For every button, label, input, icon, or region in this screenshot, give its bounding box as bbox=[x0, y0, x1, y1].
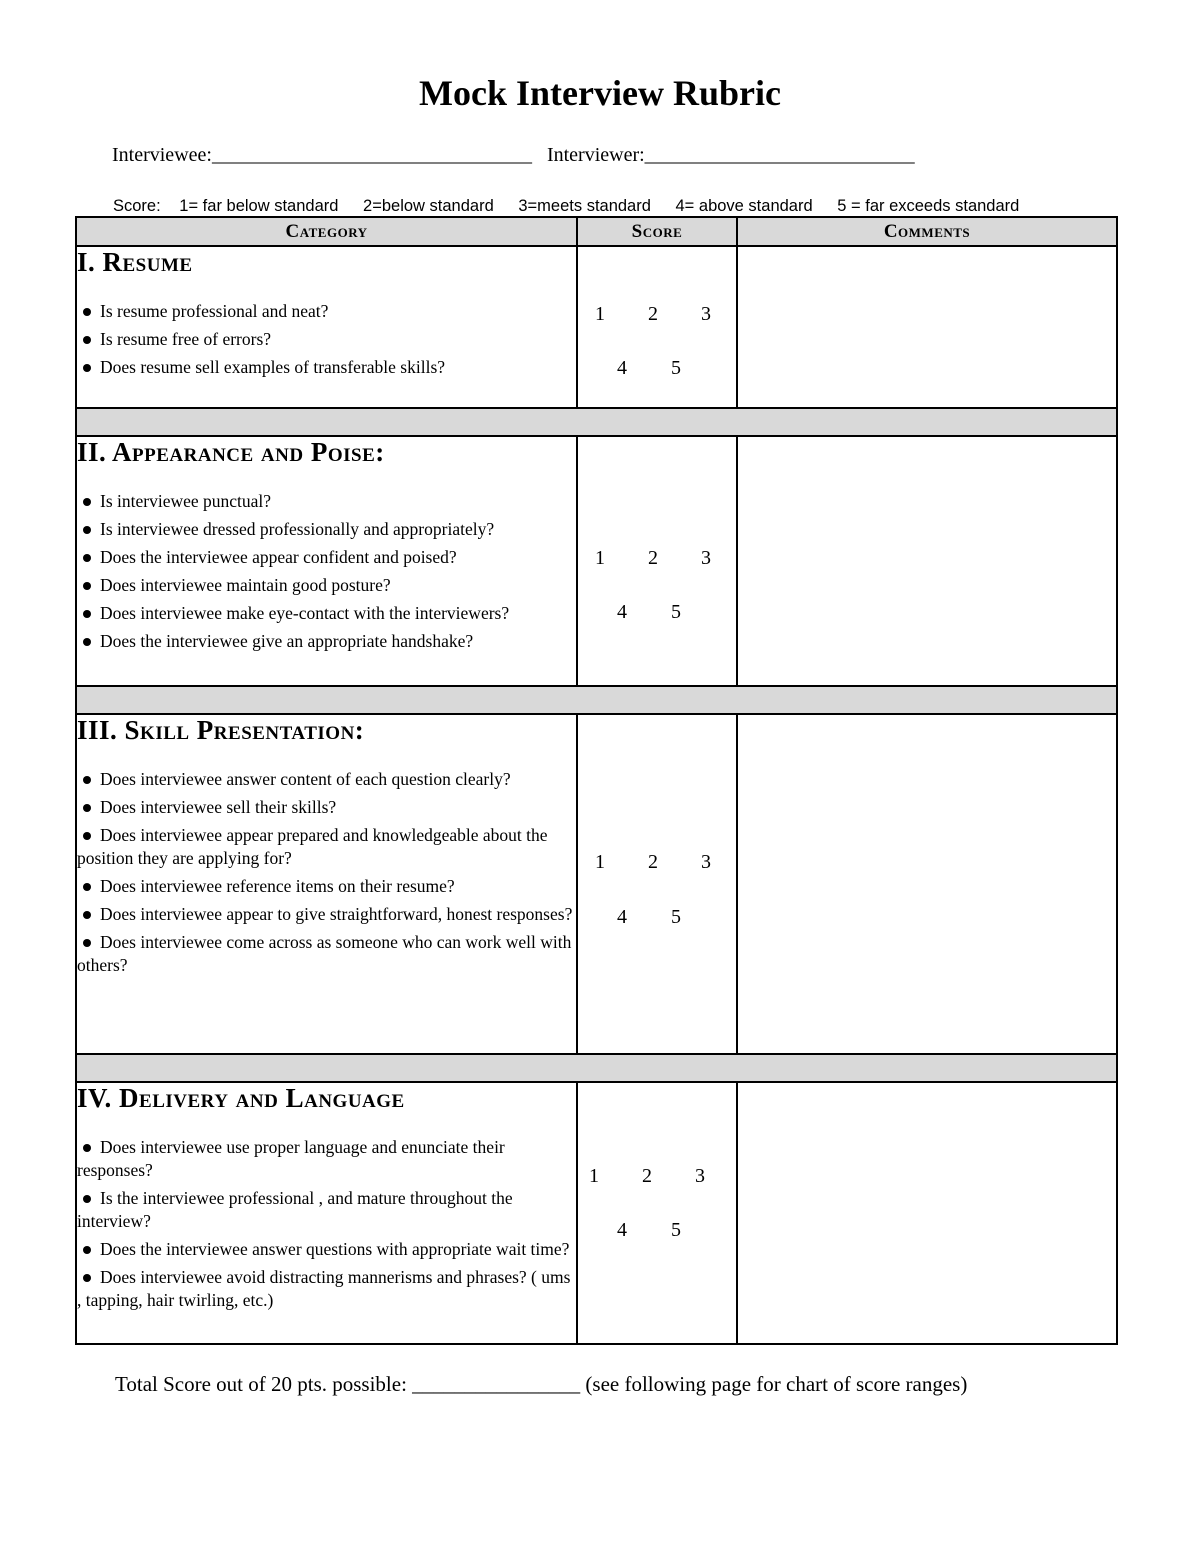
list-item: Does interviewee maintain good posture? bbox=[77, 574, 576, 597]
score-key-lead: Score: bbox=[113, 197, 161, 215]
list-item: Does resume sell examples of transferable skills? bbox=[77, 356, 576, 379]
list-item: Is resume free of errors? bbox=[77, 328, 576, 351]
score-option[interactable]: 4 bbox=[617, 357, 627, 379]
score-option[interactable]: 4 bbox=[617, 1219, 627, 1241]
section-title: III. Skill Presentation: bbox=[77, 715, 365, 745]
section-row-skill-presentation bbox=[76, 714, 1117, 1054]
category-cell bbox=[76, 1082, 577, 1344]
bullet-icon bbox=[83, 1144, 91, 1152]
section-divider bbox=[76, 1054, 1117, 1082]
interviewer-field[interactable]: Interviewer:___________________________ bbox=[546, 144, 915, 166]
score-options-row2[interactable] bbox=[617, 906, 725, 929]
score-key bbox=[113, 197, 1019, 216]
score-option[interactable]: 3 bbox=[701, 851, 711, 873]
criteria-list bbox=[77, 300, 576, 379]
score-option[interactable]: 5 bbox=[671, 601, 681, 623]
table-header-row bbox=[76, 217, 1117, 246]
list-item: Is interviewee dressed professionally and appropriately? bbox=[77, 518, 576, 541]
category-header: Category bbox=[76, 217, 577, 246]
score-option[interactable]: 3 bbox=[701, 303, 711, 325]
criteria-list bbox=[77, 768, 576, 977]
criteria-list bbox=[77, 1136, 576, 1312]
score-option[interactable]: 4 bbox=[617, 601, 627, 623]
score-option[interactable]: 2 bbox=[648, 851, 658, 873]
score-option[interactable]: 1 bbox=[589, 1165, 599, 1187]
score-option[interactable]: 2 bbox=[642, 1165, 652, 1187]
bullet-icon bbox=[83, 1246, 91, 1254]
bullet-icon bbox=[83, 1195, 91, 1203]
score-option[interactable]: 1 bbox=[595, 547, 605, 569]
score-key-item: 1= far below standard bbox=[179, 197, 339, 215]
score-option[interactable]: 5 bbox=[671, 1219, 681, 1241]
comments-cell[interactable] bbox=[737, 1082, 1117, 1344]
section-divider bbox=[76, 408, 1117, 436]
list-item: Does interviewee reference items on their resume? bbox=[77, 875, 576, 898]
list-item: Does the interviewee appear confident and poised? bbox=[77, 546, 576, 569]
bullet-icon bbox=[83, 526, 91, 534]
list-item: Is interviewee punctual? bbox=[77, 490, 576, 513]
score-cell[interactable] bbox=[577, 714, 737, 1054]
list-item: Is the interviewee professional , and mature throughout the interview? bbox=[77, 1188, 513, 1231]
bullet-icon bbox=[83, 336, 91, 344]
category-cell bbox=[76, 436, 577, 686]
section-row-appearance bbox=[76, 436, 1117, 686]
section-divider bbox=[76, 686, 1117, 714]
comments-cell[interactable] bbox=[737, 246, 1117, 408]
bullet-icon bbox=[83, 638, 91, 646]
bullet-icon bbox=[83, 776, 91, 784]
score-key-item: 3=meets standard bbox=[518, 197, 651, 215]
criteria-list bbox=[77, 490, 576, 653]
list-item: Does interviewee sell their skills? bbox=[77, 796, 576, 819]
bullet-icon bbox=[83, 610, 91, 618]
score-cell[interactable] bbox=[577, 246, 737, 408]
score-options-row1[interactable] bbox=[589, 1165, 748, 1188]
list-item: Does interviewee appear prepared and knowledgeable about the position they are applying for? bbox=[77, 825, 548, 868]
score-option[interactable]: 2 bbox=[648, 547, 658, 569]
score-option[interactable]: 3 bbox=[701, 547, 711, 569]
bullet-icon bbox=[83, 1274, 91, 1282]
comments-header: Comments bbox=[737, 217, 1117, 246]
bullet-icon bbox=[83, 308, 91, 316]
comments-cell[interactable] bbox=[737, 714, 1117, 1054]
score-key-item: 5 = far exceeds standard bbox=[837, 197, 1020, 215]
total-score-line[interactable]: Total Score out of 20 pts. possible: ________________ (see following page for chart of score ranges) bbox=[115, 1372, 968, 1396]
score-option[interactable]: 2 bbox=[648, 303, 658, 325]
score-options-row1[interactable] bbox=[595, 303, 754, 326]
score-option[interactable]: 5 bbox=[671, 357, 681, 379]
bullet-icon bbox=[83, 364, 91, 372]
bullet-icon bbox=[83, 582, 91, 590]
section-title: IV. Delivery and Language bbox=[77, 1083, 405, 1113]
score-key-item: 4= above standard bbox=[675, 197, 813, 215]
section-row-resume bbox=[76, 246, 1117, 408]
bullet-icon bbox=[83, 804, 91, 812]
bullet-icon bbox=[83, 498, 91, 506]
bullet-icon bbox=[83, 554, 91, 562]
score-options-row1[interactable] bbox=[595, 851, 754, 874]
list-item: Does interviewee appear to give straightforward, honest responses? bbox=[77, 903, 576, 926]
interviewee-field[interactable]: Interviewee:________________________________ bbox=[112, 144, 532, 166]
bullet-icon bbox=[83, 939, 91, 947]
list-item: Does interviewee avoid distracting mannerisms and phrases? ( ums , tapping, hair twirling, etc.) bbox=[77, 1267, 571, 1310]
list-item: Does the interviewee answer questions with appropriate wait time? bbox=[77, 1238, 576, 1261]
section-title: II. Appearance and Poise: bbox=[77, 437, 385, 467]
bullet-icon bbox=[83, 911, 91, 919]
bullet-icon bbox=[83, 832, 91, 840]
score-options-row2[interactable] bbox=[617, 1219, 725, 1242]
comments-cell[interactable] bbox=[737, 436, 1117, 686]
score-option[interactable]: 1 bbox=[595, 851, 605, 873]
score-cell[interactable] bbox=[577, 436, 737, 686]
bullet-icon bbox=[83, 883, 91, 891]
list-item: Does the interviewee give an appropriate handshake? bbox=[77, 630, 576, 653]
list-item: Does interviewee use proper language and enunciate their responses? bbox=[77, 1137, 505, 1180]
score-options-row1[interactable] bbox=[595, 547, 754, 570]
list-item: Is resume professional and neat? bbox=[77, 300, 576, 323]
score-header: Score bbox=[577, 217, 737, 246]
list-item: Does interviewee answer content of each question clearly? bbox=[77, 768, 576, 791]
section-title: I. Resume bbox=[77, 247, 193, 277]
list-item: Does interviewee come across as someone who can work well with others? bbox=[77, 932, 572, 975]
score-cell[interactable] bbox=[577, 1082, 737, 1344]
list-item: Does interviewee make eye-contact with the interviewers? bbox=[77, 602, 576, 625]
score-key-item: 2=below standard bbox=[363, 197, 494, 215]
page-title: Mock Interview Rubric bbox=[419, 73, 781, 113]
score-options-row2[interactable] bbox=[617, 601, 725, 624]
section-row-delivery bbox=[76, 1082, 1117, 1344]
score-option[interactable]: 4 bbox=[617, 906, 627, 928]
score-option[interactable]: 3 bbox=[695, 1165, 705, 1187]
name-fields bbox=[112, 144, 915, 167]
score-option[interactable]: 1 bbox=[595, 303, 605, 325]
rubric-table bbox=[75, 216, 1118, 1345]
score-option[interactable]: 5 bbox=[671, 906, 681, 928]
score-options-row2[interactable] bbox=[617, 357, 725, 380]
category-cell bbox=[76, 714, 577, 1054]
category-cell bbox=[76, 246, 577, 408]
